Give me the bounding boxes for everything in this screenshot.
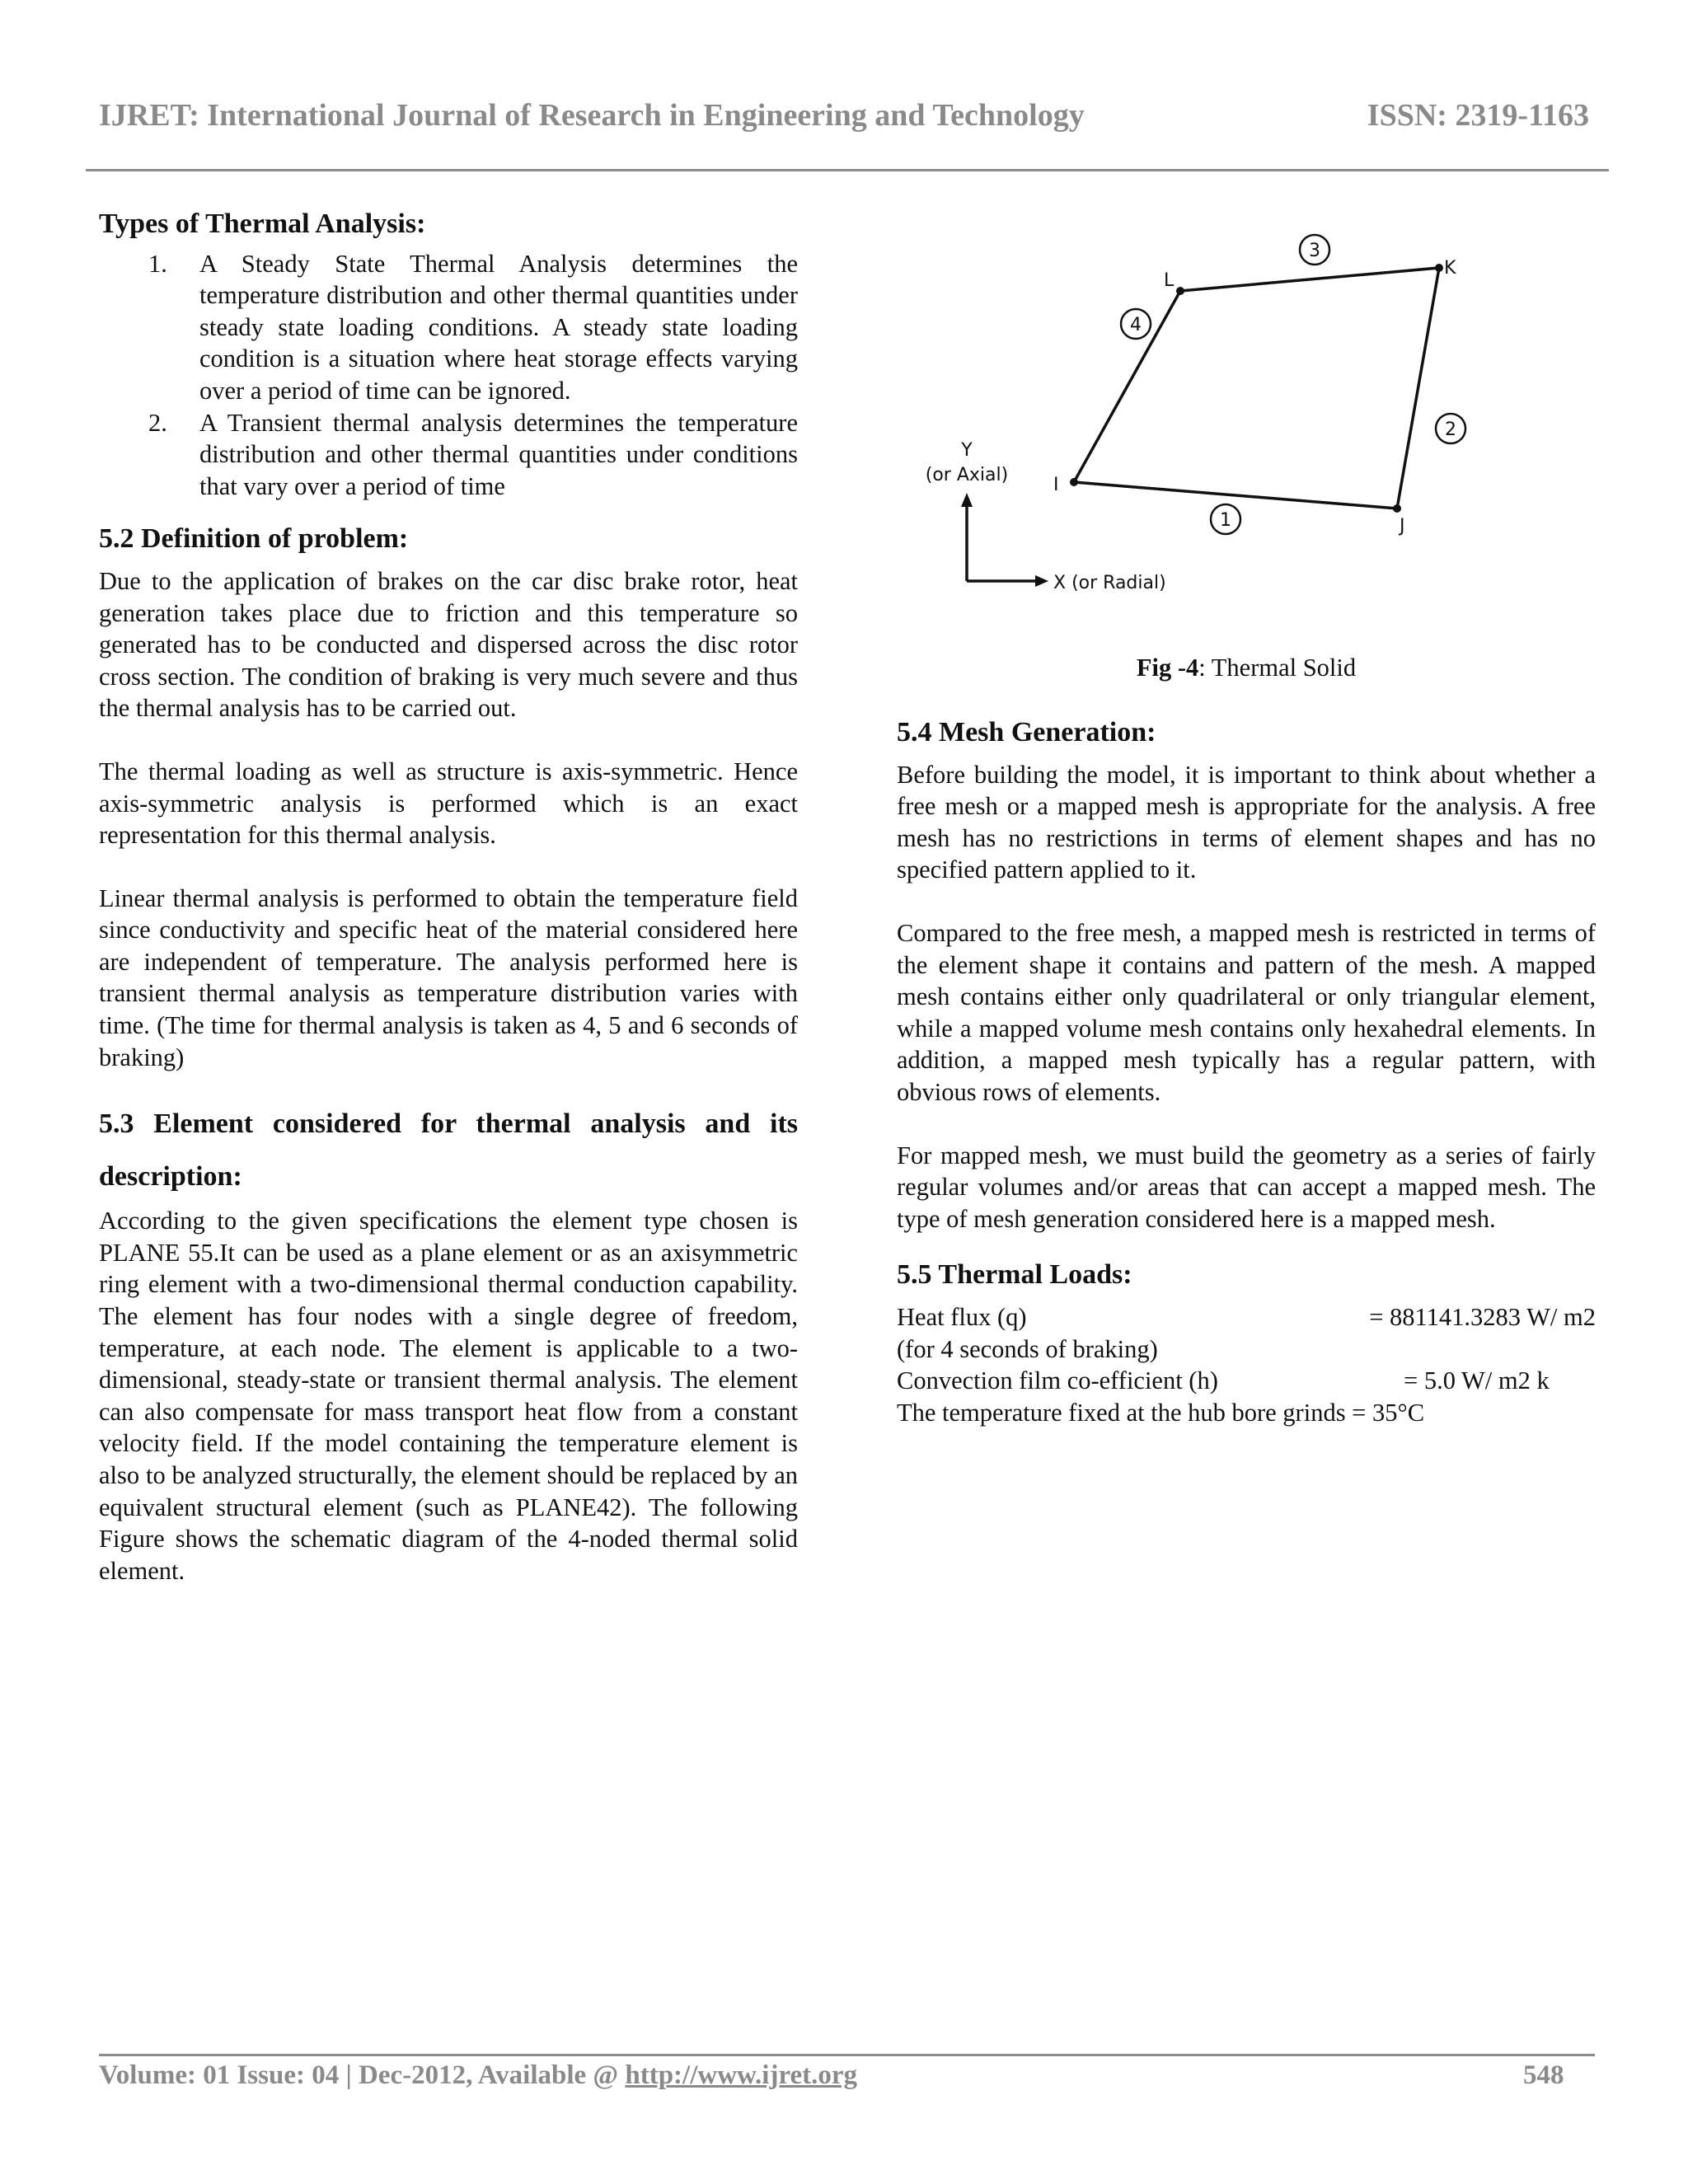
edge-4-label: 4 — [1130, 315, 1142, 335]
list-item-text: A Transient thermal analysis determines the temperature distribution and other thermal quantities under conditions that vary over a period of time — [199, 408, 798, 500]
heat-flux-row — [897, 1301, 1596, 1333]
node-i-label: I — [1053, 475, 1059, 495]
types-list — [99, 248, 798, 503]
y-axis-label: Y — [961, 440, 973, 461]
right-column — [897, 717, 1596, 1428]
definition-paragraph-3: Linear thermal analysis is performed to obtain the temperature field since conductivity and specific heat of the material considered here are independent of temperature. The analysis performed here is transient thermal analysis as temperature distribution varies with time. (The time for thermal analysis is taken as 4, 5 and 6 seconds of braking) — [99, 883, 798, 1071]
mesh-paragraph-2: Compared to the free mesh, a mapped mesh is restricted in terms of the element shape it contains and pattern of the mesh. A mapped mesh contains either only quadrilateral or only triangular element, while a mapped volume mesh contains only hexahedral elements. In addition, a mapped mesh typically has a regular pattern, with obvious rows of elements. — [897, 918, 1596, 1106]
list-item-text: A Steady State Thermal Analysis determines the temperature distribution and other thermal quantities under steady state loading conditions. A steady state loading condition is a situation where heat storage effects varying over a period of time can be ignored. — [199, 249, 798, 405]
mesh-paragraph-3: For mapped mesh, we must build the geometry as a series of fairly regular volumes and/or areas that can accept a mapped mesh. The type of mesh generation considered here is a mapped mesh. — [897, 1141, 1596, 1233]
mesh-paragraph-1: Before building the model, it is important to think about whether a free mesh or a mapped mesh is appropriate for the analysis. A free mesh has no restrictions in terms of element shapes and has no specified pattern applied to it. — [897, 760, 1596, 884]
element-heading: 5.3 Element considered for thermal analysis and its description: — [99, 1108, 798, 1193]
loads-list — [897, 1301, 1596, 1428]
list-item-number: 2. — [148, 408, 167, 437]
node-j-dot — [1393, 504, 1401, 513]
temperature-row — [897, 1397, 1596, 1429]
node-k-label: K — [1444, 258, 1456, 279]
loads-heading: 5.5 Thermal Loads: — [897, 1259, 1132, 1291]
footer-volume-text: Volume: 01 Issue: 04 | Dec-2012, Available @ — [99, 2060, 626, 2090]
edge-3-label: 3 — [1309, 241, 1320, 261]
footer-url-link[interactable]: http://www.ijret.org — [625, 2060, 858, 2090]
journal-title: IJRET: International Journal of Research in Engineering and Technology — [99, 98, 1085, 133]
footer-divider — [99, 2054, 1595, 2056]
heat-flux-value: = 881141.3283 W/ m2 — [1369, 1302, 1596, 1331]
footer-volume — [99, 2060, 857, 2091]
list-item — [99, 407, 798, 503]
definition-paragraph-2: The thermal loading as well as structure is axis-symmetric. Hence axis-symmetric analysis is performed which is an exact representation for this thermal analysis. — [99, 757, 798, 850]
page-number: 548 — [1523, 2060, 1564, 2090]
x-axis-label: X (or Radial) — [1053, 573, 1166, 593]
left-column — [99, 204, 798, 1586]
mesh-heading: 5.4 Mesh Generation: — [897, 717, 1156, 748]
convection-row — [897, 1365, 1596, 1397]
figure-caption — [897, 654, 1596, 682]
heat-flux-note: (for 4 seconds of braking) — [897, 1334, 1158, 1363]
y-axis-arrowhead — [961, 493, 973, 507]
figure-caption-text: : Thermal Solid — [1198, 654, 1357, 682]
heat-flux-note-row — [897, 1333, 1596, 1366]
element-paragraph: According to the given specifications the element type chosen is PLANE 55.It can be used as a plane element or as an axisymmetric ring element with a two-dimensional thermal conduction capability. The element has four nodes with a single degree of freedom, temperature, at each node. The element is applicable to a two-dimensional, steady-state or transient thermal analysis. The element can also compensate for mass transport heat flow from a constant velocity field. If the model containing the temperature element is also to be analyzed structurally, the element should be replaced by an equivalent structural element (such as PLANE42). The following Figure shows the schematic diagram of the 4-noded thermal solid element. — [99, 1207, 798, 1585]
edge-2-label: 2 — [1445, 419, 1456, 440]
node-j-label: J — [1400, 516, 1405, 537]
list-item — [99, 248, 798, 407]
node-l-dot — [1176, 287, 1184, 295]
heat-flux-label: Heat flux (q) — [897, 1302, 1027, 1331]
header-divider — [86, 169, 1609, 171]
definition-paragraph-1: Due to the application of brakes on the car disc brake rotor, heat generation takes place due to friction and this temperature so generated has to be conducted and dispersed across the disc rotor cross section. The condition of braking is very much severe and thus the thermal analysis has to be carried out. — [99, 566, 798, 723]
definition-heading: 5.2 Definition of problem: — [99, 523, 409, 555]
thermal-solid-figure — [907, 218, 1500, 610]
x-axis-arrowhead — [1035, 575, 1048, 587]
issn: ISSN: 2319-1163 — [1367, 98, 1589, 133]
node-i-dot — [1070, 478, 1078, 486]
node-l-label: L — [1164, 270, 1175, 291]
convection-value: = 5.0 W/ m2 k — [1404, 1366, 1550, 1395]
node-k-dot — [1435, 264, 1443, 272]
list-item-number: 1. — [148, 249, 167, 278]
types-heading: Types of Thermal Analysis: — [99, 209, 426, 239]
temperature-line: The temperature fixed at the hub bore grinds = 35°C — [897, 1398, 1425, 1427]
y-axis-sub-label: (or Axial) — [925, 465, 1009, 485]
convection-label: Convection film co-efficient (h) — [897, 1366, 1218, 1395]
edge-1-label: 1 — [1220, 510, 1231, 531]
figure-caption-number: Fig -4 — [1136, 654, 1199, 682]
element-outline — [1074, 268, 1439, 509]
